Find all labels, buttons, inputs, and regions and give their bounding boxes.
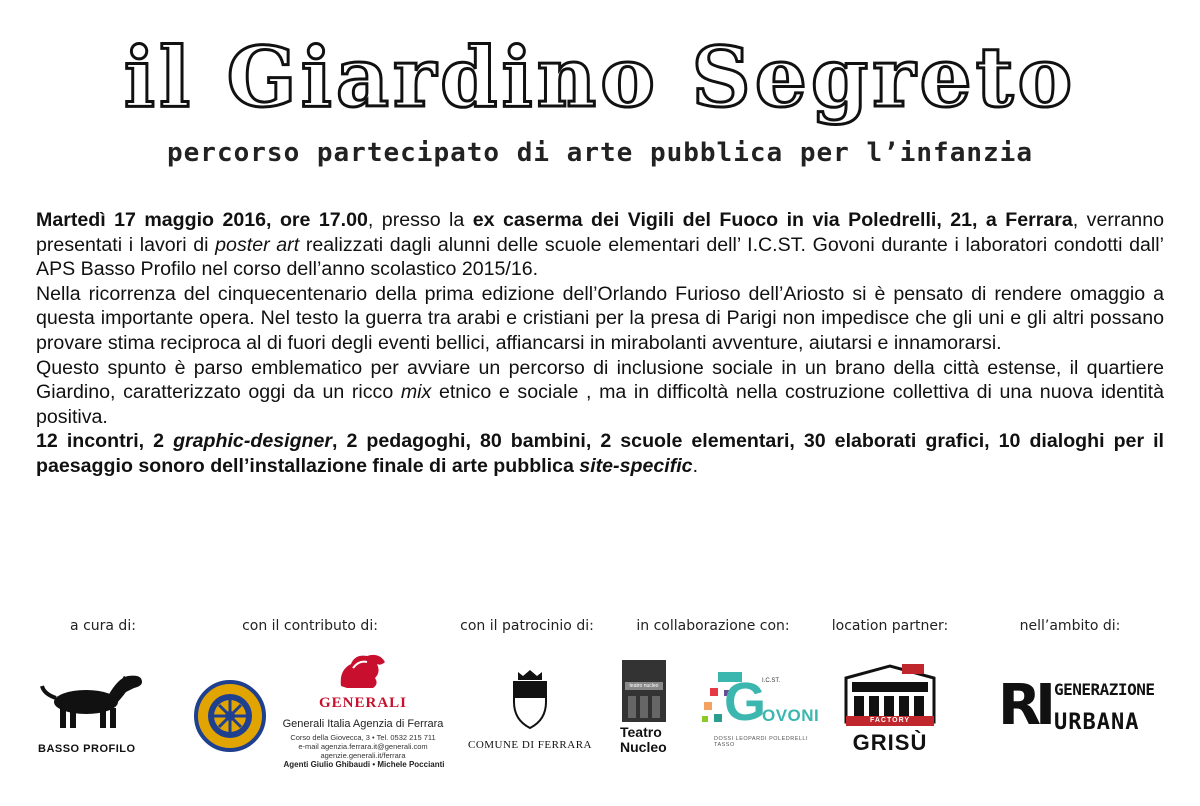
dachshund-icon (38, 668, 148, 734)
govoni-icst: I.C.ST. (762, 678, 781, 684)
generali-brand: GENERALI (318, 695, 408, 711)
generazione-ri: RI (998, 673, 1050, 738)
basso-profilo-logo (38, 668, 148, 755)
paragraph-numbers: 12 incontri, 2 graphic-designer, 2 pedagoghi, 80 bambini, 2 scuole elementari, 30 elaborati grafici, 10 dialoghi per il paesaggio sonoro dell’installazione finale di arte pubblica site-specific. (36, 430, 1164, 477)
paragraph-orlando: Nella ricorrenza del cinquecentenario della prima edizione dell’Orlando Furioso dell’Ariosto si è pensato di rendere omaggio a questa importante opera. Nel testo la guerra tra arabi e cristiani per la presa di Parigi non impedisce che gli uni e gli altri possano provare stima reciproca al di fuori degli eventi bellici, affiancarsi in mirabolanti avventure, aiutarsi e innamorarsi. (36, 282, 1164, 354)
generazione-line1: GENERAZIONE (1054, 680, 1155, 699)
label-location-partner: location partner: (831, 618, 949, 634)
paragraph-inclusion: Questo spunto è parso emblematico per avviare un percorso di inclusione sociale in un brano della città estense, il quartiere Giardino, caratterizzato oggi da un ricco mix etnico e sociale , ma in difficoltà nella costruzione collettiva di una nuova identità positiva. (36, 356, 1164, 428)
rigenerazione-urbana-logo (998, 674, 1168, 746)
page-title: il Giardino Segreto (123, 30, 1077, 126)
paragraph-event: Martedì 17 maggio 2016, ore 17.00, presso la ex caserma dei Vigili del Fuoco in via Poledrelli, 21, a Ferrara, verranno presentati i lavori di poster art realizzati dagli alunni delle scuole elementari dell’ I.C.ST. Govoni durante i laboratori condotti dall’ APS Basso Profilo nel corso dell’anno scolastico 2015/16. (36, 209, 1164, 281)
govoni-logo (700, 666, 820, 750)
coat-of-arms-icon (510, 668, 550, 730)
teatro-line1: Teatro (620, 724, 662, 740)
label-patronage: con il patrocinio di: (460, 618, 594, 634)
comune-ferrara-logo (462, 668, 598, 758)
grisu-name: GRISÙ (852, 730, 928, 755)
label-context: nell’ambito di: (1019, 618, 1121, 634)
comune-name: COMUNE DI FERRARA (467, 739, 592, 751)
body-text (36, 208, 1164, 479)
basso-profilo-name: BASSO PROFILO (38, 743, 136, 755)
generali-logo (278, 650, 448, 770)
generali-agents: Agenti Giulio Ghibaudi • Michele Poccianti (283, 760, 445, 769)
generazione-line2: URBANA (1054, 710, 1140, 735)
event-location: ex caserma dei Vigili del Fuoco in via Poledrelli, 21, a Ferrara (472, 209, 1073, 231)
generali-lion-icon (335, 650, 391, 692)
label-contribution: con il contributo di: (242, 618, 378, 634)
page-subtitle: percorso partecipato di arte pubblica per l’infanzia (167, 138, 1033, 168)
teatro-nucleo-logo (620, 660, 672, 760)
generali-web: agenzie.generali.it/ferrara (320, 751, 406, 760)
generali-agency: Generali Italia Agenzia di Ferrara (282, 718, 444, 730)
grisu-factory: FACTORY (869, 717, 911, 724)
govoni-g: G (724, 672, 767, 732)
label-curated-by: a cura di: (70, 618, 136, 634)
event-date: Martedì 17 maggio 2016, ore 17.00 (36, 209, 368, 231)
govoni-name: OVONI (762, 706, 820, 725)
teatro-building-icon: teatro nucleo (622, 660, 666, 722)
generali-address: Corso della Giovecca, 3 • Tel. 0532 215 711 (290, 733, 436, 742)
grisu-logo (842, 664, 938, 754)
rotary-wheel-icon (194, 680, 266, 752)
govoni-schools: DOSSI LEOPARDI POLEDRELLI TASSO (714, 736, 809, 748)
teatro-line2: Nucleo (620, 739, 667, 755)
rotary-logo (194, 680, 266, 752)
label-collaboration: in collaborazione con: (636, 618, 790, 634)
generali-email: e-mail agenzia.ferrara.it@generali.com (298, 742, 428, 751)
